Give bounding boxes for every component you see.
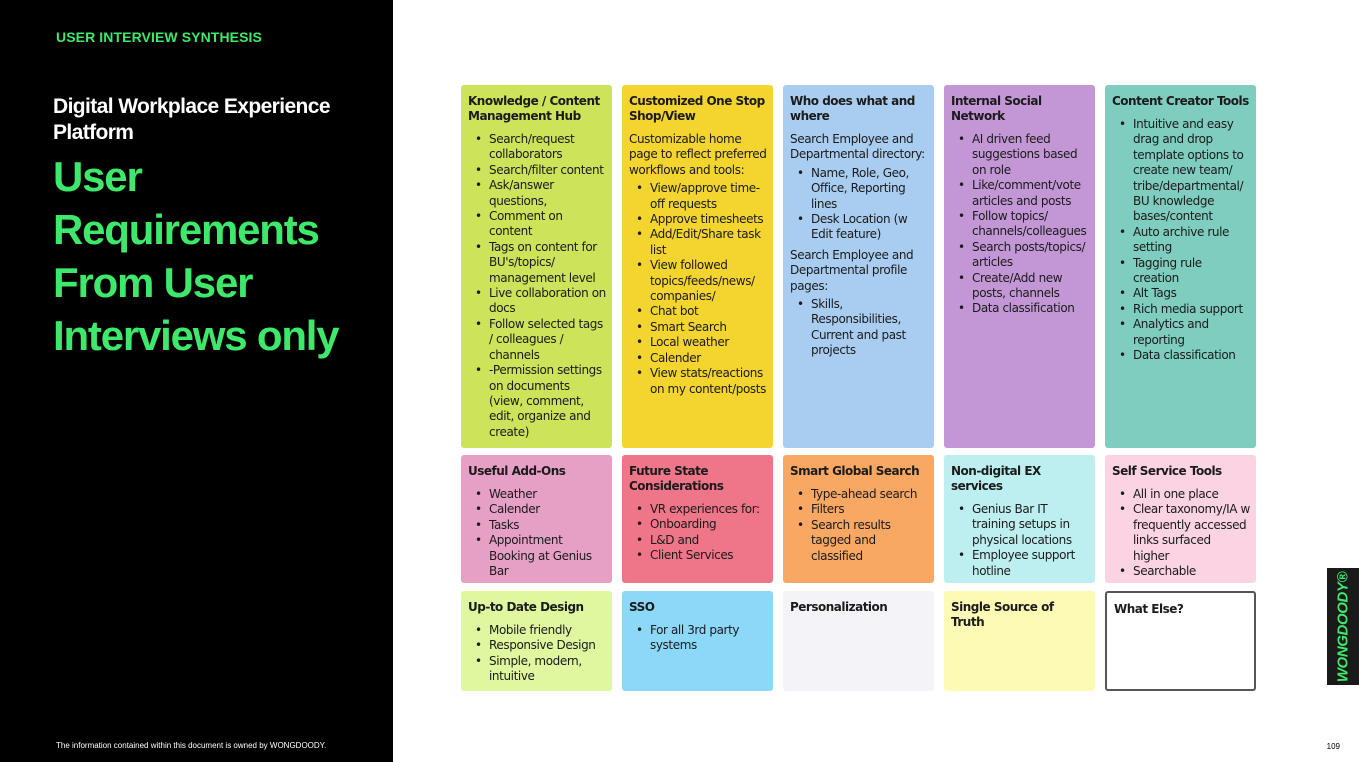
sticky-card [783,591,934,691]
footer-note: The information contained within this document is owned by WONGDOODY. [56,741,327,750]
card-text: Search Employee and Departmental profile pages: [790,247,914,293]
logo-text: WONGDOODY® [1334,571,1352,682]
sticky-card [944,455,1095,583]
card-bullet-list [468,132,606,440]
sticky-card [622,591,773,691]
sticky-card [944,591,1095,691]
sticky-card [783,85,934,448]
sticky-card [783,455,934,583]
card-bullet-list [951,132,1089,317]
card-title: Knowledge / Content Management Hub [468,94,600,123]
card-bullet-item: • Data classification [1133,348,1250,363]
card-bullet-item: • Employee support hotline [972,548,1089,579]
card-title: Personalization [790,600,888,614]
card-bullet-item: • Appointment Booking at Genius Bar [489,533,606,579]
card-bullet-item: • VR experiences for: [650,502,767,517]
card-text: Customizable home page to reflect preferred workflows and tools: [629,132,767,177]
card-bullet-item: • Search results tagged and classified [811,518,928,564]
card-bullet-item: • Tagging rule creation [1133,256,1250,287]
card-bullet-list [468,623,606,685]
card-bullet-item: • Follow selected tags / colleagues / channels [489,317,606,363]
sticky-card [944,85,1095,448]
card-title: Smart Global Search [790,464,920,478]
card-title: Future State Considerations [629,464,724,493]
card-title: Self Service Tools [1112,464,1222,478]
sticky-card [1105,85,1256,448]
card-bullet-item: • Responsive Design [489,638,606,653]
sticky-card [461,455,612,583]
card-bullet-item: • L&D and [650,533,767,548]
card-title: Non-digital EX services [951,464,1041,493]
card-bullet-item: • Clear taxonomy/IA w frequently accessed links surfaced higher [1133,502,1250,564]
sticky-card [622,85,773,448]
card-bullet-item: • For all 3rd party systems [650,623,767,654]
card-bullet-item: • Genius Bar IT training setups in physical locations [972,502,1089,548]
card-bullet-item: • Auto archive rule setting [1133,225,1250,256]
card-bullet-item: • Name, Role, Geo, Office, Reporting lines [811,166,928,212]
slide-title: User Requirements From User Interviews only [53,153,339,359]
section-label: USER INTERVIEW SYNTHESIS [56,29,262,45]
page-number: 109 [1326,742,1340,751]
card-bullet-list [1112,487,1250,579]
card-bullet-item: • Simple, modern, intuitive [489,654,606,685]
card-bullet-item: • Local weather [650,335,767,350]
card-bullet-item: • Create/Add new posts, channels [972,271,1089,302]
sticky-card [622,455,773,583]
card-bullet-item: • Tasks [489,518,606,533]
card-title: What Else? [1114,602,1184,616]
card-bullet-item: • Mobile friendly [489,623,606,638]
card-bullet-list [951,502,1089,579]
card-bullet-item: • -Permission settings on documents (view, comment, edit, organize and create) [489,363,606,440]
card-bullet-list [629,502,767,564]
slide-subtitle: Digital Workplace Experience Platform [53,95,330,144]
card-bullet-list [629,623,767,654]
card-bullet-item: • Searchable [1133,564,1250,579]
card-title: Internal Social Network [951,94,1042,123]
card-title: Customized One Stop Shop/View [629,94,765,123]
card-bullet-item: • Intuitive and easy drag and drop template options to create new team/ tribe/departmental/ BU knowledge bases/content [1133,117,1250,225]
card-bullet-item: • Rich media support [1133,302,1250,317]
card-bullet-item: • Add/Edit/Share task list [650,227,767,258]
card-bullet-list [1112,117,1250,364]
card-bullet-item: • Like/comment/vote articles and posts [972,178,1089,209]
card-title: Who does what and where [790,94,915,123]
card-bullet-item: • All in one place [1133,487,1250,502]
card-bullet-item: • Desk Location (w Edit feature) [811,212,928,243]
card-title: Content Creator Tools [1112,94,1249,108]
card-bullet-item: • Search/filter content [489,163,606,178]
card-text: Search Employee and Departmental directory: [790,132,925,162]
sticky-card [1105,455,1256,583]
card-bullet-item: • View followed topics/feeds/news/ companies/ [650,258,767,304]
card-bullet-item: • Skills, Responsibilities, Current and past projects [811,297,928,359]
card-bullet-item: • View stats/reactions on my content/posts [650,366,767,397]
card-bullet-item: • Weather [489,487,606,502]
card-bullet-item: • Type-ahead search [811,487,928,502]
sticky-card [461,85,612,448]
card-title: Up-to Date Design [468,600,584,614]
card-bullet-list [629,181,767,397]
card-bullet-item: • Ask/answer questions, [489,178,606,209]
card-bullet-item: • Search/request collaborators [489,132,606,163]
card-bullet-list [790,487,928,564]
sticky-card [1105,591,1256,691]
card-bullet-item: • Approve timesheets [650,212,767,227]
card-bullet-item: • Comment on content [489,209,606,240]
card-title: Single Source of Truth [951,600,1054,629]
card-title: Useful Add-Ons [468,464,566,478]
sticky-card [461,591,612,691]
card-bullet-item: • AI driven feed suggestions based on role [972,132,1089,178]
card-bullet-item: • Follow topics/ channels/colleagues [972,209,1089,240]
left-panel [0,0,393,762]
card-title: SSO [629,600,655,614]
card-bullet-item: • Chat bot [650,304,767,319]
card-bullet-item: • Analytics and reporting [1133,317,1250,348]
card-bullet-item: • Filters [811,502,928,517]
card-bullet-list [790,166,928,243]
card-bullet-list [468,487,606,579]
card-bullet-item: • Data classification [972,301,1089,316]
card-bullet-list [790,297,928,359]
card-bullet-item: • Live collaboration on docs [489,286,606,317]
card-bullet-item: • Tags on content for BU's/topics/ management level [489,240,606,286]
card-bullet-item: • Smart Search [650,320,767,335]
card-bullet-item: • Calender [489,502,606,517]
wongdoody-logo [1327,568,1359,685]
card-bullet-item: • Onboarding [650,517,767,532]
card-bullet-item: • Calender [650,351,767,366]
card-bullet-item: • Search posts/topics/ articles [972,240,1089,271]
card-bullet-item: • View/approve time-off requests [650,181,767,212]
card-bullet-item: • Client Services [650,548,767,563]
card-bullet-item: • Alt Tags [1133,286,1250,301]
